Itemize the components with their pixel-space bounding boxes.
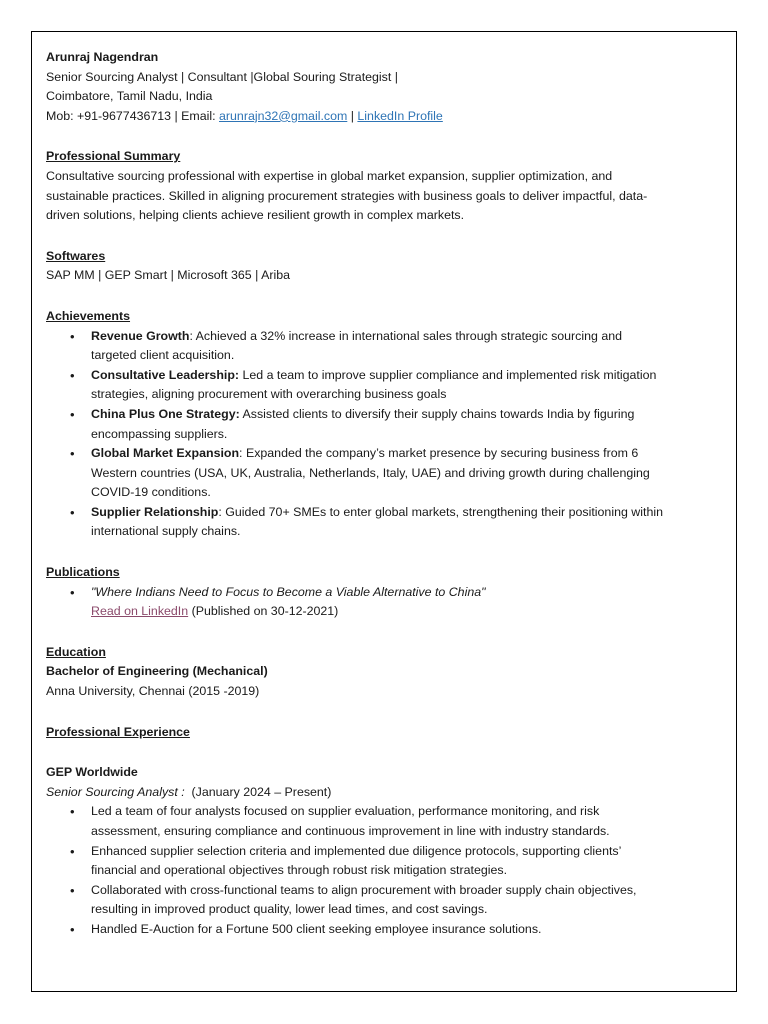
education-school: Anna University, Chennai (2015 -2019) (46, 684, 260, 699)
achievement-title: Global Market Expansion (91, 446, 240, 461)
achievement-text: Led a team to improve supplier compliance and implemented risk mitigation (242, 367, 657, 382)
read-on-linkedin-link[interactable]: Read on LinkedIn (91, 604, 189, 619)
job-role: Senior Sourcing Analyst : (46, 784, 185, 799)
achievement-sep: : (218, 504, 226, 519)
candidate-titles: Senior Sourcing Analyst | Consultant |Global Souring Strategist | (46, 69, 398, 84)
softwares-heading: Softwares (46, 248, 106, 263)
achievement-text: COVID-19 conditions. (91, 485, 211, 500)
achievement-sep: : (189, 328, 196, 343)
achievement-text: Achieved a 32% increase in international sales through strategic sourcing and (195, 328, 623, 343)
achievement-title: Revenue Growth (91, 328, 190, 343)
summary-heading: Professional Summary (46, 149, 181, 164)
summary-line: driven solutions, helping clients achieve resilient growth in complex markets. (46, 208, 465, 223)
achievement-item (91, 405, 724, 444)
achievement-text: international supply chains. (91, 524, 241, 539)
achievements-list (46, 327, 724, 543)
contact-line (46, 107, 724, 127)
achievement-item (91, 503, 724, 542)
achievement-title: China Plus One Strategy: (91, 406, 240, 421)
publication-item (91, 583, 724, 622)
resume-content (46, 48, 724, 940)
experience-bullets (46, 802, 724, 939)
bullet-text: • Collaborated with cross-functional teams to align procurement with broader supply chain objectives, (91, 882, 637, 897)
experience-heading: Professional Experience (46, 724, 190, 739)
bullet-text: • Handled E-Auction for a Fortune 500 client seeking employee insurance solutions. (91, 921, 542, 936)
achievement-item (91, 327, 724, 366)
achievement-item (91, 444, 724, 503)
summary-line: sustainable practices. Skilled in aligning procurement strategies with business goals to deliver impactful, data- (46, 188, 648, 203)
achievement-text: encompassing suppliers. (91, 426, 228, 441)
publication-title: • "Where Indians Need to Focus to Become a Viable Alternative to China" (91, 584, 486, 599)
summary-line: Consultative sourcing professional with expertise in global market expansion, supplier optimization, and (46, 168, 613, 183)
candidate-name: Arunraj Nagendran (46, 50, 159, 64)
company-name: GEP Worldwide (46, 765, 138, 780)
bullet-text: resulting in improved product quality, lower lead times, and cost savings. (91, 902, 488, 917)
bullet-text: • Enhanced supplier selection criteria and implemented due diligence protocols, supporting clients’ (91, 843, 622, 858)
experience-bullet (91, 802, 724, 841)
linkedin-profile-link[interactable]: LinkedIn Profile (357, 108, 443, 123)
experience-bullet (91, 842, 724, 881)
achievement-sep: : (239, 446, 246, 461)
bullet-text: assessment, ensuring compliance and continuous improvement in line with industry standards. (91, 824, 610, 838)
contact-separator: | (347, 108, 358, 123)
bullet-text: • Led a team of four analysts focused on supplier evaluation, performance monitoring, and risk (91, 804, 600, 819)
education-heading: Education (46, 644, 106, 659)
bullet-text: financial and operational objectives through robust risk mitigation strategies. (91, 863, 508, 878)
resume-page (31, 31, 737, 992)
achievement-title: Consultative Leadership: (91, 367, 240, 382)
experience-bullet (91, 881, 724, 920)
achievement-text: strategies, aligning procurement with overarching business goals (91, 387, 447, 402)
experience-bullet (91, 920, 724, 940)
job-period: (January 2024 – Present) (184, 784, 332, 799)
education-degree: Bachelor of Engineering (Mechanical) (46, 664, 268, 679)
achievement-text: Expanded the company’s market presence by securing business from 6 (245, 446, 639, 461)
achievement-item (91, 366, 724, 405)
achievement-text: Western countries (USA, UK, Australia, Netherlands, Italy, UAE) and driving growth during challenging (91, 465, 650, 480)
email-link[interactable]: arunrajn32@gmail.com (219, 108, 348, 123)
achievements-heading: Achievements (46, 308, 131, 323)
candidate-location: Coimbatore, Tamil Nadu, India (46, 89, 213, 104)
softwares-list: SAP MM | GEP Smart | Microsoft 365 | Ariba (46, 268, 291, 283)
publications-heading: Publications (46, 565, 120, 580)
contact-prefix: Mob: +91-9677436713 | Email: (46, 108, 220, 123)
achievement-text: targeted client acquisition. (91, 348, 235, 363)
achievement-text: Guided 70+ SMEs to enter global markets, strengthening their positioning within (225, 504, 663, 519)
achievement-text: Assisted clients to diversify their supply chains towards India by figuring (242, 406, 635, 421)
achievement-title: Supplier Relationship (91, 504, 219, 519)
publications-list (46, 583, 724, 622)
publication-date: (Published on 30-12-2021) (188, 604, 339, 619)
